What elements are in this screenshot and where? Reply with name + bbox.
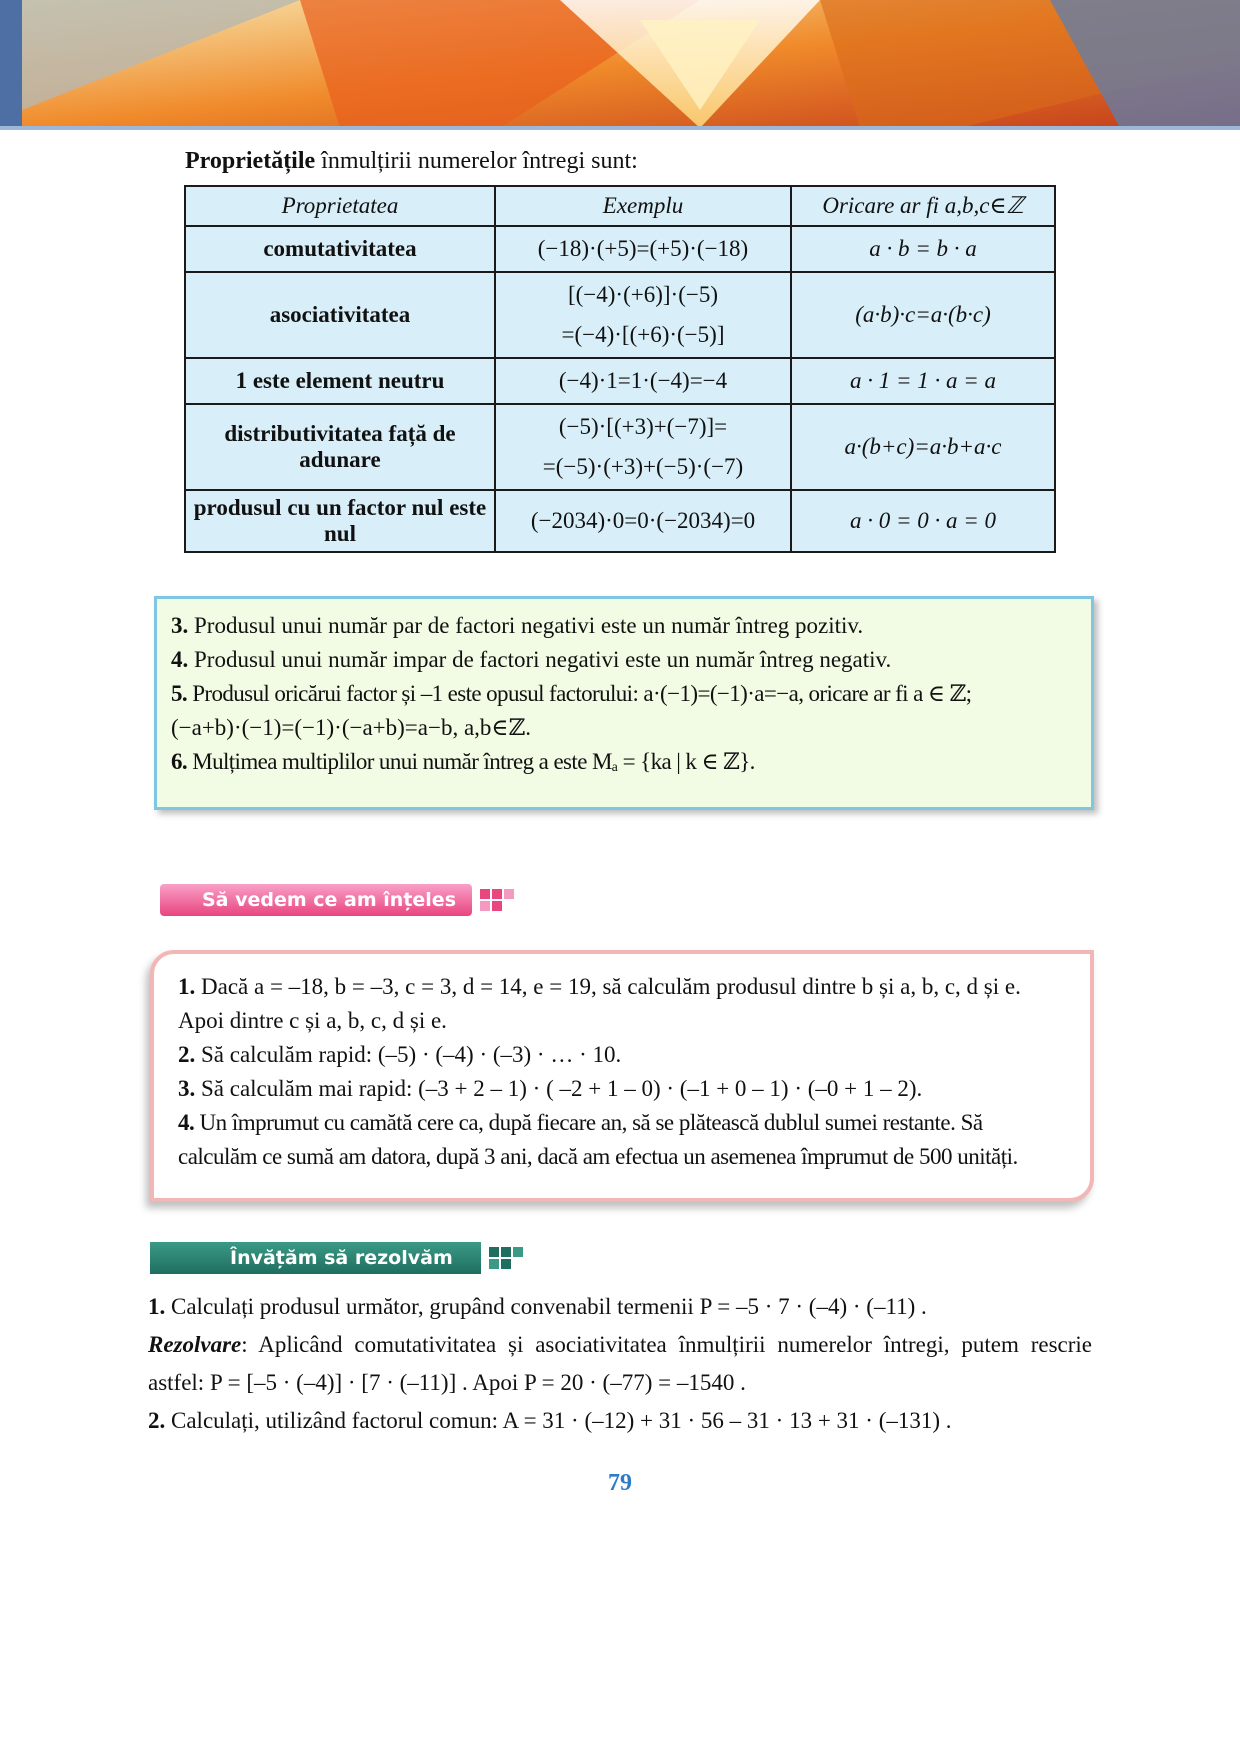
exercise-item [178,1106,1066,1174]
rule-item [171,745,1077,779]
table-row [185,272,1055,358]
table-row [185,404,1055,490]
row-property: asociativitatea [185,272,495,358]
exercises-box [150,950,1094,1202]
table-row [185,358,1055,404]
row-property: distributivitatea față de adunare [185,404,495,490]
rules-box [154,596,1094,810]
header-decoration [0,0,1240,128]
rule-text: Produsul unui număr impar de factori negativi este un număr întreg negativ. [194,647,892,672]
example-line: (−4)·1=1·(−4)=−4 [558,368,728,393]
example-line: (−2034)·0=0·(−2034)=0 [530,508,756,533]
rule-text: Produsul oricărui factor și –1 este opusul factorului: a·(−1)=(−1)·a=−a, oricare ar fi a ∈ ℤ; [192,681,972,706]
problem-text: Calculați produsul următor, grupând convenabil termenii P = –5 · 7 · (–4) · (–11) . [171,1294,927,1319]
rule-text: (−a+b)·(−1)=(−1)·(−a+b)=a−b, a,b∈ℤ. [171,715,531,740]
header-example: Exemplu [495,186,791,226]
exercise-number: 2. [178,1042,196,1067]
example-line: =(−5)·(+3)+(−5)·(−7) [542,454,744,479]
table-row [185,490,1055,552]
example-line: (−5)·[(+3)+(−7)]= [558,414,728,439]
solution-text [148,1326,1092,1402]
intro-rest: înmulțirii numerelor întregi sunt: [315,148,638,174]
exercise-number: 4. [178,1110,195,1135]
problem-item [148,1402,1092,1440]
page-number: 79 [608,1470,632,1496]
row-general: (a·b)·c=a·(b·c) [791,272,1055,358]
header-banner [0,0,1240,128]
problem-item [148,1288,1092,1326]
properties-table [184,185,1056,553]
decorative-squares [480,889,514,911]
row-general: a · 0 = 0 · a = 0 [791,490,1055,552]
row-example [495,404,791,490]
row-example [495,272,791,358]
header-rule [0,126,1240,130]
row-property: comutativitatea [185,226,495,272]
rule-text: Produsul unui număr par de factori negativi este un număr întreg pozitiv. [194,613,864,638]
rule-item [171,711,1077,745]
rule-number: 5. [171,681,188,706]
rule-number: 6. [171,749,188,774]
intro-bold: Proprietățile [185,148,316,174]
row-general: a · 1 = 1 · a = a [791,358,1055,404]
example-line: (−18)·(+5)=(+5)·(−18) [537,236,749,261]
table-row [185,226,1055,272]
intro-text [185,148,638,175]
decorative-squares [489,1247,523,1269]
example-line: [(−4)·(+6)]·(−5) [567,282,718,307]
exercise-item [178,970,1066,1038]
exercise-text: Dacă a = –18, b = –3, c = 3, d = 14, e = 19, să calculăm produsul dintre b și a, b, c, d și e. Apoi dintre c și a, b, c, d și e. [178,974,1021,1033]
problem-number: 2. [148,1408,166,1433]
section-label-solve [150,1238,523,1278]
section-title: Învățăm să rezolvăm [150,1242,481,1274]
exercise-text: Să calculăm mai rapid: (–3 + 2 – 1) · ( –2 + 1 – 0) · (–1 + 0 – 1) · (–0 + 1 – 2). [201,1076,923,1101]
header-property: Proprietatea [185,186,495,226]
exercise-number: 3. [178,1076,196,1101]
exercise-item [178,1038,1066,1072]
row-property: 1 este element neutru [185,358,495,404]
row-property: produsul cu un factor nul este nul [185,490,495,552]
row-example [495,358,791,404]
row-example [495,490,791,552]
table-header-row [185,186,1055,226]
section-title: Să vedem ce am înțeles [160,884,472,916]
rule-item [171,643,1077,677]
row-example [495,226,791,272]
problem-text: Calculați, utilizând factorul comun: A = 31 · (–12) + 31 · 56 – 31 · 13 + 31 · (–131) . [171,1408,952,1433]
header-general: Oricare ar fi a,b,c∈ℤ [791,186,1055,226]
row-general: a · b = b · a [791,226,1055,272]
rule-item [171,677,1077,711]
section-label-understood [160,880,514,920]
row-general: a·(b+c)=a·b+a·c [791,404,1055,490]
solution-body: : Aplicând comutativitatea și asociativitatea înmulțirii numerelor întregi, putem rescrie astfel: P = [–5 · (–4)] · [7 · (–11)] . Apoi P = 20 · (–77) = –1540 . [148,1332,1092,1395]
example-line: =(−4)·[(+6)·(−5)] [561,322,725,347]
rule-text: Mulțimea multiplilor unui număr întreg a este Mₐ = {ka | k ∈ ℤ}. [192,749,755,774]
rule-number: 4. [171,647,189,672]
exercise-number: 1. [178,974,196,999]
exercise-item [178,1072,1066,1106]
problem-number: 1. [148,1294,166,1319]
solution-label: Rezolvare [148,1332,242,1357]
exercise-text: Un împrumut cu camătă cere ca, după fiecare an, să se plătească dublul sumei restante. Să calculăm ce sumă am datora, după 3 ani, dacă am efectua un asemenea împrumut de 500 unități. [178,1110,1018,1169]
rule-item [171,609,1077,643]
exercise-text: Să calculăm rapid: (–5) · (–4) · (–3) · … · 10. [201,1042,622,1067]
solved-problems [148,1288,1092,1440]
rule-number: 3. [171,613,189,638]
